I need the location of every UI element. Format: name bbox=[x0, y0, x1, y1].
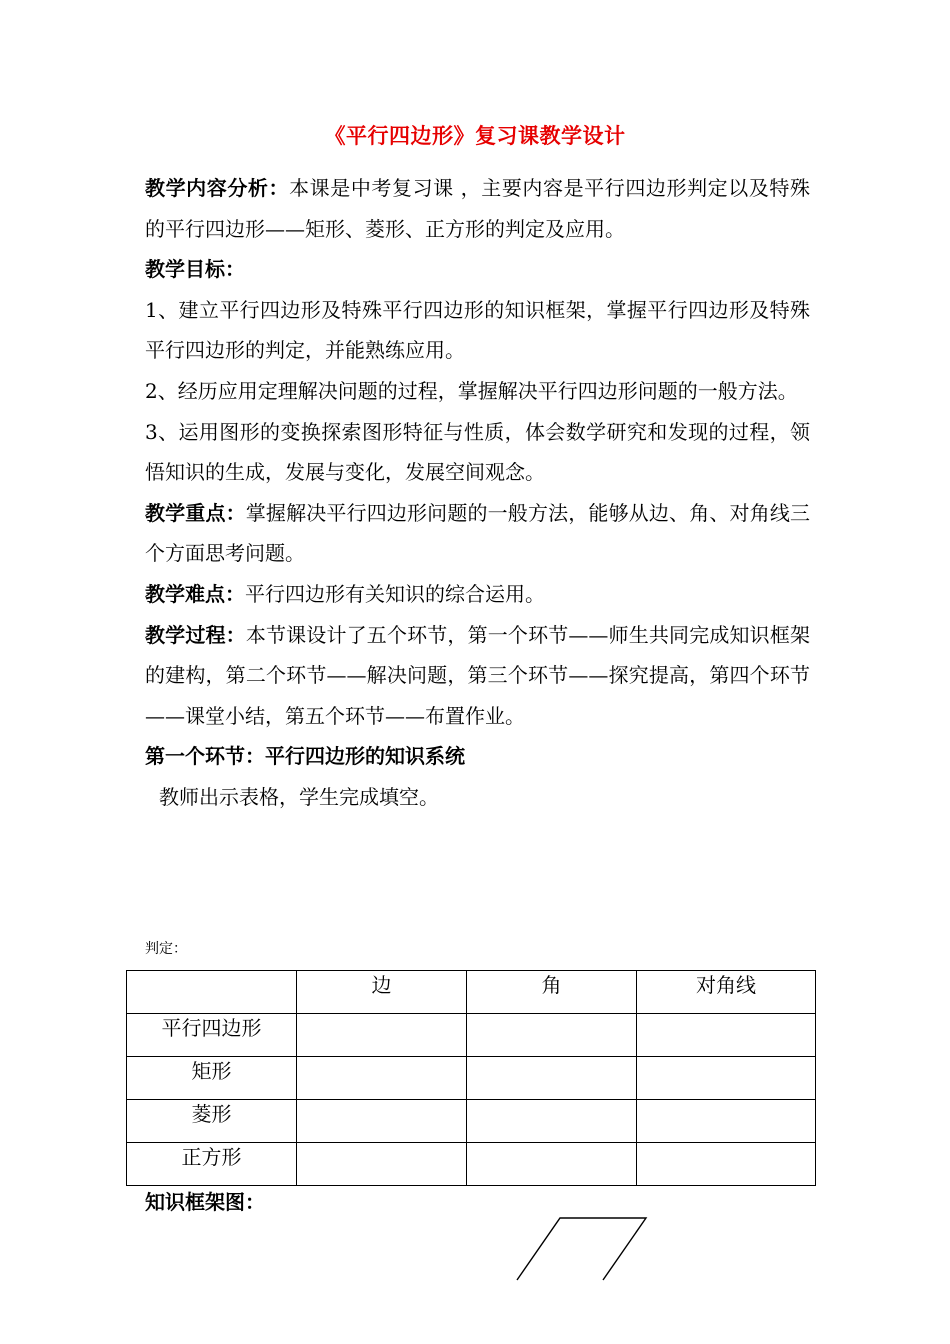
step1-text: 教师出示表格，学生完成填空。 bbox=[159, 784, 439, 809]
blank-cell[interactable] bbox=[297, 1014, 467, 1057]
row-label: 矩形 bbox=[127, 1057, 297, 1100]
table-header-cell: 边 bbox=[297, 971, 467, 1014]
key-label: 教学重点： bbox=[145, 500, 246, 525]
goal-3: 3、运用图形的变换探索图形特征与性质，体会数学研究和发现的过程，领悟知识的生成，发展与变化，发展空间观念。 bbox=[145, 419, 810, 485]
table-row bbox=[127, 1014, 816, 1057]
key-paragraph bbox=[145, 493, 810, 574]
blank-cell[interactable] bbox=[637, 1014, 816, 1057]
table-row bbox=[127, 1057, 816, 1100]
goal-1: 1、建立平行四边形及特殊平行四边形的知识框架，掌握平行四边形及特殊平行四边形的判定，并能熟练应用。 bbox=[145, 297, 810, 363]
framework-label: 知识框架图： bbox=[145, 1190, 265, 1214]
table-row bbox=[127, 1143, 816, 1186]
process-label: 教学过程： bbox=[145, 622, 246, 647]
table-header-cell: 角 bbox=[467, 971, 637, 1014]
analysis-text: 本课是中考复习课 ，主要内容是平行四边形判定以及特殊的平行四边形——矩形、菱形、正方形的判定及应用。 bbox=[145, 176, 810, 241]
difficulty-text: 平行四边形有关知识的综合运用。 bbox=[245, 581, 545, 606]
blank-cell[interactable] bbox=[467, 1100, 637, 1143]
blank-cell[interactable] bbox=[637, 1143, 816, 1186]
judge-label: 判定： bbox=[145, 941, 187, 957]
row-label: 正方形 bbox=[127, 1143, 297, 1186]
blank-cell[interactable] bbox=[637, 1100, 816, 1143]
analysis-label: 教学内容分析： bbox=[145, 176, 290, 200]
goal-2: 2、经历应用定理解决问题的过程，掌握解决平行四边形问题的一般方法。 bbox=[145, 378, 798, 403]
analysis-paragraph bbox=[145, 168, 810, 249]
table-header-cell: 对角线 bbox=[637, 971, 816, 1014]
document-body bbox=[145, 168, 810, 818]
blank-cell[interactable] bbox=[297, 1143, 467, 1186]
table-row bbox=[127, 1100, 816, 1143]
goals-label: 教学目标： bbox=[145, 257, 245, 282]
parallelogram-outline bbox=[517, 1218, 646, 1280]
table-header-cell bbox=[127, 971, 297, 1014]
blank-cell[interactable] bbox=[637, 1057, 816, 1100]
blank-cell[interactable] bbox=[467, 1143, 637, 1186]
document-title: 《平行四边形》复习课教学设计 bbox=[324, 123, 626, 148]
blank-cell[interactable] bbox=[297, 1100, 467, 1143]
blank-cell[interactable] bbox=[297, 1057, 467, 1100]
goals-heading bbox=[145, 249, 810, 290]
row-label: 菱形 bbox=[127, 1100, 297, 1143]
table-header-row bbox=[127, 971, 816, 1014]
difficulty-paragraph bbox=[145, 574, 810, 615]
process-paragraph bbox=[145, 615, 810, 737]
step1-heading: 第一个环节：平行四边形的知识系统 bbox=[145, 744, 465, 769]
row-label: 平行四边形 bbox=[127, 1014, 297, 1057]
blank-cell[interactable] bbox=[467, 1057, 637, 1100]
difficulty-label: 教学难点： bbox=[145, 581, 245, 606]
judgement-table bbox=[126, 970, 816, 1186]
process-text: 本节课设计了五个环节，第一个环节——师生共同完成知识框架的建构，第二个环节——解决问题，第三个环节——探究提高，第四个环节——课堂小结，第五个环节——布置作业。 bbox=[145, 622, 811, 728]
parallelogram-figure bbox=[500, 1210, 660, 1290]
key-text: 掌握解决平行四边形问题的一般方法，能够从边、角、对角线三个方面思考问题。 bbox=[145, 500, 810, 566]
blank-cell[interactable] bbox=[467, 1014, 637, 1057]
